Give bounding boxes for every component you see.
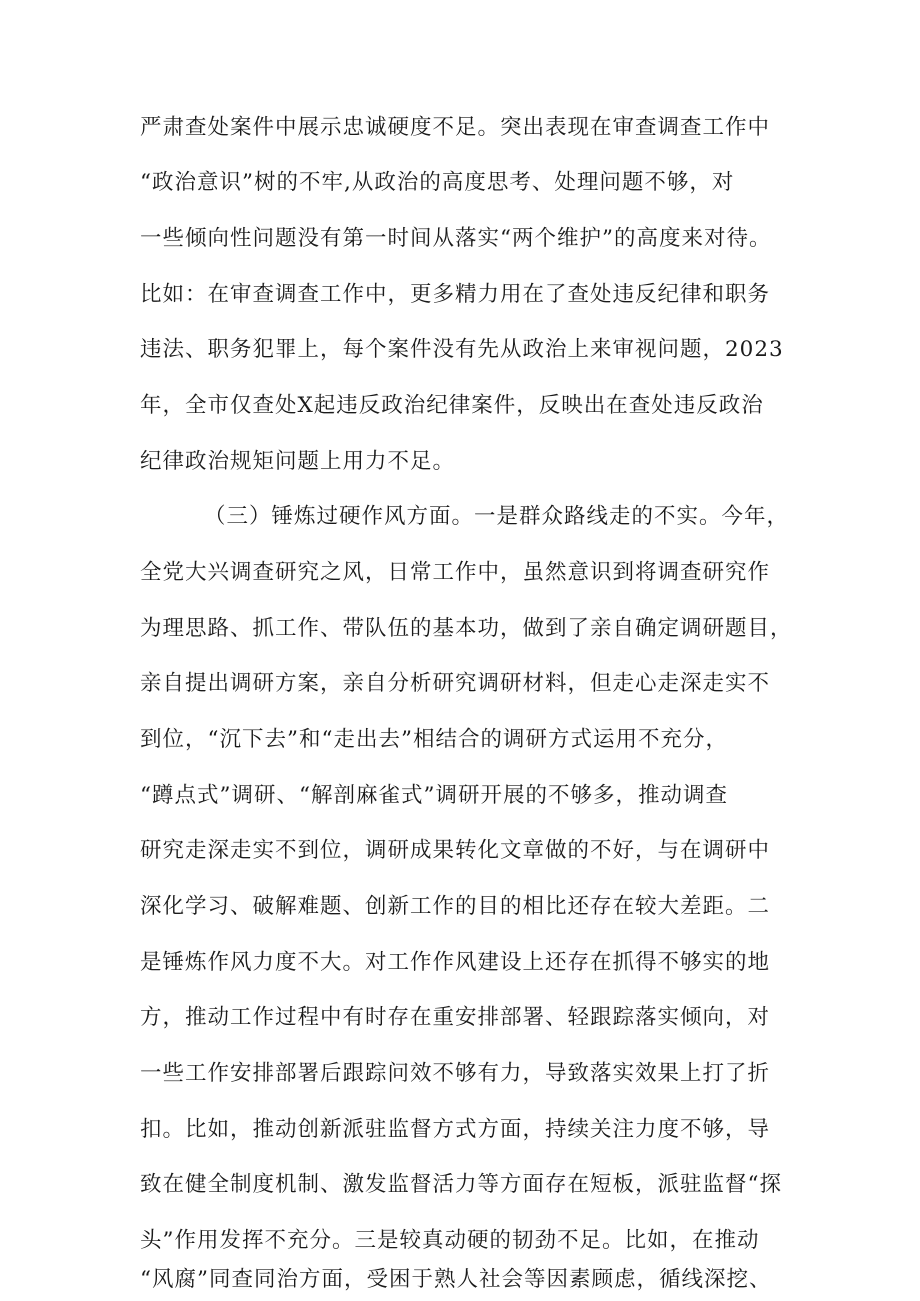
text-line: 严肃查处案件中展示忠诚硬度不足。突出表现在审查调查工作中 [140, 115, 771, 140]
text-line: 致在健全制度机制、激发监督活力等方面存在短板，派驻监督“探 [140, 1172, 782, 1197]
text-line: 年，全市仅查处X起违反政治纪律案件，反映出在查处违反政治 [140, 393, 764, 418]
text-line: 头”作用发挥不充分。三是较真动硬的韧劲不足。比如，在推动 [140, 1228, 760, 1253]
text-line: 全党大兴调查研究之风，日常工作中，虽然意识到将调查研究作 [140, 560, 771, 585]
text-line: 一些倾向性问题没有第一时间从落实“两个维护”的高度来对待。 [140, 226, 772, 251]
text-line: “蹲点式”调研、“解剖麻雀式”调研开展的不够多，推动调查 [140, 783, 728, 808]
text-line: 研究走深走实不到位，调研成果转化文章做的不好，与在调研中 [140, 838, 771, 863]
text-line: 比如：在审查调查工作中，更多精力用在了查处违反纪律和职务 [140, 282, 771, 307]
text-line: 是锤炼作风力度不大。对工作作风建设上还存在抓得不够实的地 [140, 950, 771, 975]
text-line: “政治意识”树的不牢,从政治的高度思考、处理问题不够，对 [140, 170, 735, 195]
text-line: 扣。比如，推动创新派驻监督方式方面，持续关注力度不够，导 [140, 1117, 771, 1142]
text-line: 一些工作安排部署后跟踪问效不够有力，导致落实效果上打了折 [140, 1061, 771, 1086]
text-line: 纪律政治规矩问题上用力不足。 [140, 449, 456, 474]
text-line: 方，推动工作过程中有时存在重安排部署、轻跟踪落实倾向，对 [140, 1005, 771, 1030]
text-line: 亲自提出调研方案，亲自分析研究调研材料，但走心走深走实不 [140, 671, 771, 696]
text-line: 到位，“沉下去”和“走出去”相结合的调研方式运用不充分， [140, 727, 728, 752]
text-line: 深化学习、破解难题、创新工作的目的相比还存在较大差距。二 [140, 894, 771, 919]
text-line: 违法、职务犯罪上，每个案件没有先从政治上来审视问题，2023 [140, 337, 784, 362]
section-heading-line: （三）锤炼过硬作风方面。一是群众路线走的不实。今年， [204, 504, 790, 529]
text-line: 为理思路、抓工作、带队伍的基本功，做到了亲自确定调研题目， [140, 616, 793, 641]
text-line: “风腐”同查同治方面，受困于熟人社会等因素顾虑，循线深挖、 [140, 1267, 772, 1292]
